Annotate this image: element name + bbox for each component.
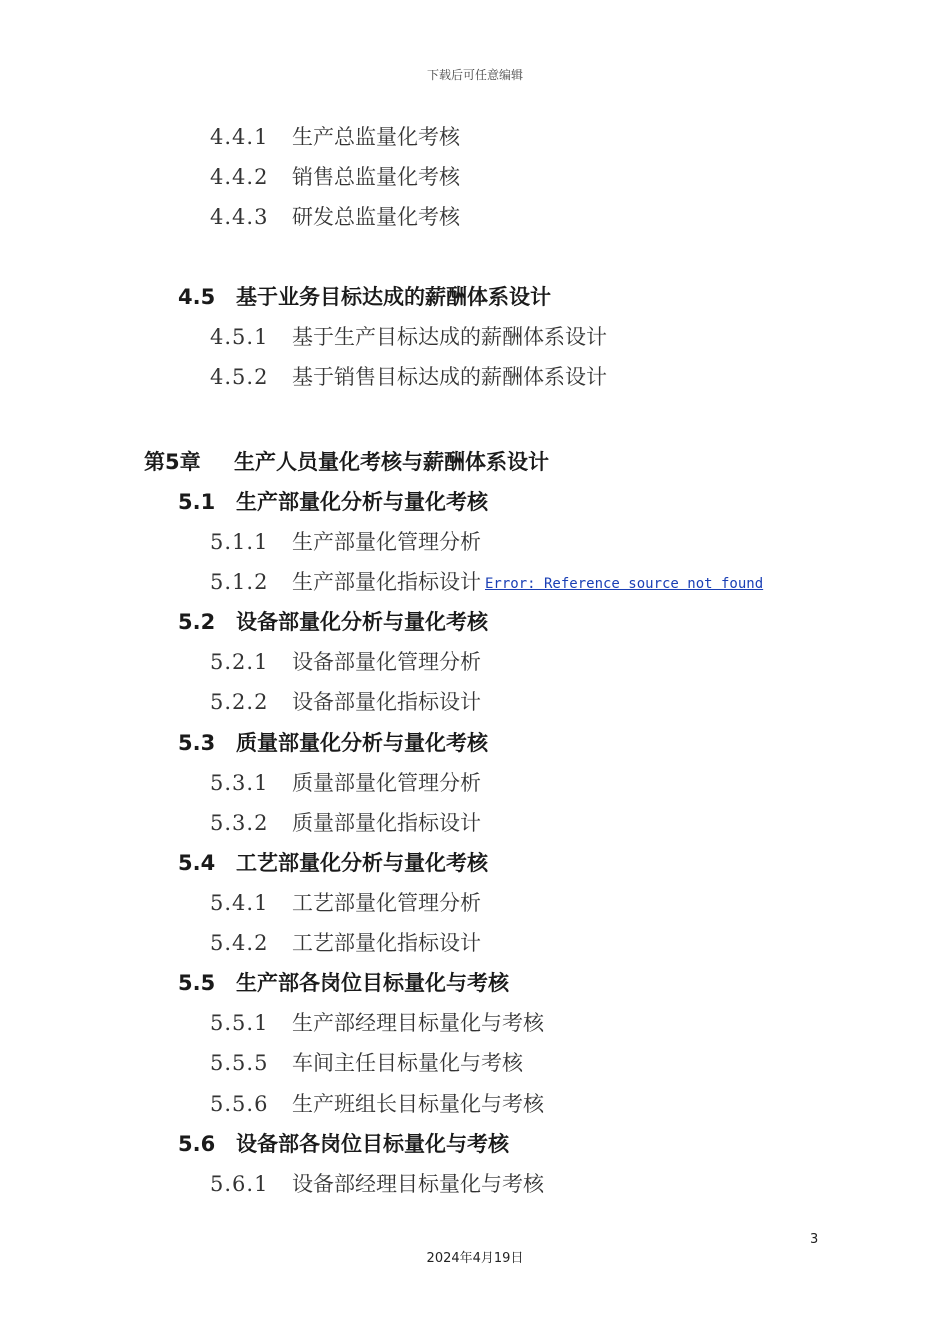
toc-number: 5.3.2 [210, 811, 269, 835]
toc-number: 5.6 [178, 1132, 216, 1156]
toc-title: 销售总监量化考核 [292, 165, 460, 189]
toc-number: 第5章 [144, 450, 201, 474]
toc-entry[interactable] [210, 323, 607, 351]
toc-number: 4.5.2 [210, 365, 269, 389]
toc-number: 4.4.1 [210, 125, 269, 149]
toc-number: 5.1.2 [210, 570, 269, 594]
toc-entry[interactable] [210, 1049, 523, 1077]
toc-title: 设备部量化分析与量化考核 [236, 610, 488, 634]
toc-section[interactable] [178, 283, 551, 311]
toc-title: 生产人员量化考核与薪酬体系设计 [234, 450, 549, 474]
toc-entry[interactable] [210, 889, 481, 917]
page-footer-date: 2024年4月19日 [426, 1251, 524, 1266]
toc-number: 4.4.3 [210, 205, 269, 229]
toc-number: 5.4.1 [210, 891, 269, 915]
toc-number: 5.5.1 [210, 1011, 269, 1035]
toc-entry[interactable] [210, 123, 460, 151]
toc-section[interactable] [178, 729, 488, 757]
toc-entry[interactable] [210, 203, 460, 231]
toc-title: 基于销售目标达成的薪酬体系设计 [292, 365, 607, 389]
toc-title: 设备部各岗位目标量化与考核 [236, 1132, 509, 1156]
toc-title: 生产总监量化考核 [292, 125, 460, 149]
toc-title: 生产部各岗位目标量化与考核 [236, 971, 509, 995]
toc-number: 5.3.1 [210, 771, 269, 795]
toc-title: 设备部量化管理分析 [292, 650, 481, 674]
toc-entry[interactable] [210, 688, 481, 716]
toc-number: 4.5.1 [210, 325, 269, 349]
page-header: 下载后可任意编辑 [426, 68, 523, 82]
toc-entry[interactable] [210, 1090, 544, 1118]
toc-number: 5.2 [178, 610, 216, 634]
toc-title: 质量部量化分析与量化考核 [236, 731, 488, 755]
toc-title: 基于业务目标达成的薪酬体系设计 [236, 285, 551, 309]
toc-entry[interactable] [210, 769, 481, 797]
toc-title: 工艺部量化指标设计 [292, 931, 481, 955]
toc-number: 5.6.1 [210, 1172, 269, 1196]
toc-title: 生产部量化管理分析 [292, 530, 481, 554]
toc-number: 5.3 [178, 731, 216, 755]
toc-title: 工艺部量化分析与量化考核 [236, 851, 488, 875]
toc-title: 基于生产目标达成的薪酬体系设计 [292, 325, 607, 349]
toc-entry[interactable] [210, 648, 481, 676]
reference-error-link[interactable]: Error: Reference source not found [485, 576, 764, 592]
toc-entry[interactable] [210, 528, 481, 556]
toc-number: 4.5 [178, 285, 216, 309]
toc-entry[interactable] [210, 809, 481, 837]
toc-section[interactable] [178, 849, 488, 877]
toc-number: 5.4 [178, 851, 216, 875]
toc-section[interactable] [178, 1130, 509, 1158]
toc-number: 5.1.1 [210, 530, 269, 554]
toc-number: 4.4.2 [210, 165, 269, 189]
toc-number: 5.4.2 [210, 931, 269, 955]
toc-title: 研发总监量化考核 [292, 205, 460, 229]
toc-chapter[interactable] [144, 448, 549, 476]
toc-title: 工艺部量化管理分析 [292, 891, 481, 915]
toc-number: 5.5.6 [210, 1092, 269, 1116]
toc-title: 生产班组长目标量化与考核 [292, 1092, 544, 1116]
toc-section[interactable] [178, 608, 488, 636]
toc-title: 生产部经理目标量化与考核 [292, 1011, 544, 1035]
toc-number: 5.2.1 [210, 650, 269, 674]
toc-title: 设备部经理目标量化与考核 [292, 1172, 544, 1196]
toc-entry[interactable] [210, 1170, 544, 1198]
toc-entry[interactable] [210, 568, 763, 596]
toc-entry[interactable] [210, 1009, 544, 1037]
toc-entry[interactable] [210, 363, 607, 391]
toc-title: 生产部量化指标设计 [292, 570, 481, 594]
toc-title: 设备部量化指标设计 [292, 690, 481, 714]
toc-number: 5.2.2 [210, 690, 269, 714]
toc-number: 5.5.5 [210, 1051, 269, 1075]
toc-title: 质量部量化指标设计 [292, 811, 481, 835]
toc-number: 5.1 [178, 490, 216, 514]
toc-section[interactable] [178, 488, 488, 516]
toc-title: 车间主任目标量化与考核 [292, 1051, 523, 1075]
toc-title: 质量部量化管理分析 [292, 771, 481, 795]
toc-entry[interactable] [210, 163, 460, 191]
page-number: 3 [810, 1232, 819, 1247]
toc-entry[interactable] [210, 929, 481, 957]
toc-section[interactable] [178, 969, 509, 997]
toc-number: 5.5 [178, 971, 216, 995]
toc-title: 生产部量化分析与量化考核 [236, 490, 488, 514]
